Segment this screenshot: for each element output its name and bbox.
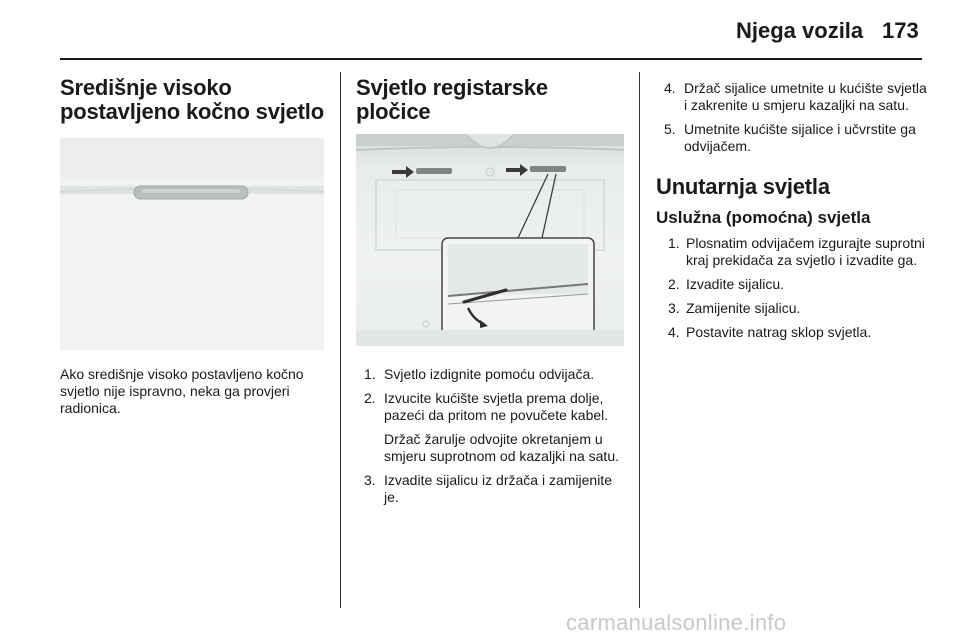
list-item: 4. Držač sijalice umetnite u kućište svjetla i zakrenite u smjeru kazaljki na satu. (664, 80, 927, 113)
header-rule (60, 58, 922, 60)
brake-light-illustration (60, 138, 324, 350)
column-license-plate-light (356, 76, 624, 513)
section-heading-brake-light: Središnje visoko postavljeno kočno svjetlo (60, 75, 324, 124)
section-heading-license-plate: Svjetlo registarske pločice (356, 75, 548, 124)
list-item: 3. Izvadite sijalicu iz držača i zamijenite je. (364, 472, 612, 505)
list-item: 5. Umetnite kućište sijalice i učvrstite ga odvijačem. (664, 121, 916, 154)
license-plate-drawing (356, 134, 624, 346)
subheading-service-lights: Uslužna (pomoćna) svjetla (656, 208, 871, 227)
arrow-left-light-icon (392, 166, 414, 178)
plate-light-right (530, 166, 566, 172)
column-divider-1 (340, 72, 341, 608)
list-item: 1. Plosnatim odvijačem izgurajte suprotni kraj prekidača za svjetlo i izvadite ga. (668, 235, 925, 268)
list-item: 2. Izvadite sijalicu. (668, 276, 785, 292)
list-item: 3. Zamijenite sijalicu. (668, 300, 801, 316)
list-item: 1. Svjetlo izdignite pomoću odvijača. (364, 366, 595, 382)
list-item: 2. Izvucite kućište svjetla prema dolje, pazeći da pritom ne povučete kabel. Držač žarulje odvojite okretanjem u smjeru suprotnom od kazaljki na satu. (356, 390, 624, 465)
brake-light-paragraph: Ako središnje visoko postavljeno kočno svjetlo nije ispravno, neka ga provjeri radionica. (60, 366, 304, 416)
list-item: 4. Postavite natrag sklop svjetla. (668, 324, 872, 340)
page-header (0, 0, 960, 62)
column-divider-2 (639, 72, 640, 608)
service-light-steps (656, 235, 932, 341)
watermark: carmanualsonline.info (566, 610, 787, 635)
license-plate-steps (356, 366, 624, 506)
plate-light-left (416, 168, 452, 174)
brake-light-drawing (60, 138, 324, 350)
arrow-right-light-icon (506, 164, 528, 176)
column-interior-lights (656, 76, 932, 348)
step-note: Držač žarulje odvojite okretanjem u smjeru suprotnom od kazaljki na satu. (384, 431, 619, 464)
column-brake-light (60, 76, 324, 417)
page-number: 173 (882, 18, 919, 43)
license-plate-illustration (356, 134, 624, 346)
license-plate-steps-continued (656, 80, 932, 155)
header-title: Njega vozila (736, 18, 864, 43)
section-heading-interior-lights: Unutarnja svjetla (656, 174, 830, 199)
